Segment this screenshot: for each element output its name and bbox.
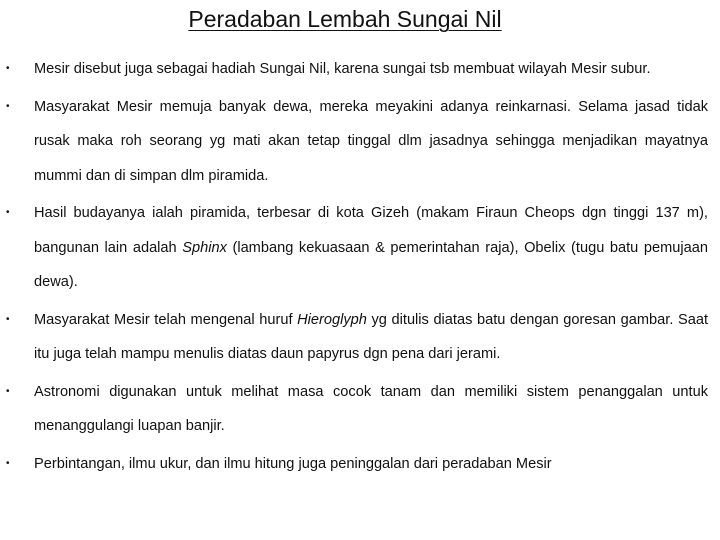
bullet-text: Masyarakat Mesir telah mengenal huruf: [34, 311, 298, 328]
bullet-text: Mesir disebut juga sebagai hadiah Sungai Nil, karena sungai tsb membuat wilayah Mesir subur.: [34, 61, 651, 77]
bullet-text: Hasil budayanya ialah piramida, terbesar di kota Gizeh (makam Firaun Cheops dgn tinggi 137 m), bangunan lain adalah: [34, 205, 708, 256]
bullet-item: [0, 52, 720, 87]
bullet-icon: •: [6, 385, 10, 397]
bullet-icon: •: [6, 313, 10, 325]
bullet-icon: •: [6, 63, 10, 74]
bullet-text: yg ditulis diatas batu dengan goresan gambar. Saat itu juga telah mampu menulis diatas daun papyrus dgn pena dari jerami.: [34, 311, 708, 362]
bullet-text: (lambang kekuasaan & pemerintahan raja), Obelix (tugu batu pemujaan dewa).: [34, 239, 708, 290]
bullet-text: Perbintangan, ilmu ukur, dan ilmu hitung juga peninggalan dari peradaban Mesir: [34, 455, 552, 472]
bullet-text: Astronomi digunakan untuk melihat masa cocok tanam dan memiliki sistem penanggalan untuk menanggulangi luapan banjir.: [34, 383, 708, 434]
slide-title: Peradaban Lembah Sungai Nil: [188, 6, 502, 32]
bullet-item: [0, 196, 720, 300]
bullet-list: [0, 52, 720, 484]
bullet-item: [0, 90, 720, 194]
bullet-italic-term: Hieroglyph: [297, 311, 367, 328]
bullet-text: Masyarakat Mesir memuja banyak dewa, mereka meyakini adanya reinkarnasi. Selama jasad tidak rusak maka roh seorang yg mati akan tetap tinggal dlm jasadnya sehingga menjadikan mayatnya mummi dan di simpan dlm piramida.: [34, 98, 708, 184]
bullet-icon: •: [6, 457, 10, 469]
bullet-italic-term: Sphinx: [182, 239, 227, 256]
bullet-item: [0, 303, 720, 372]
bullet-icon: •: [6, 207, 10, 218]
bullet-item: [0, 447, 720, 482]
bullet-icon: •: [6, 100, 10, 112]
bullet-item: [0, 375, 720, 444]
